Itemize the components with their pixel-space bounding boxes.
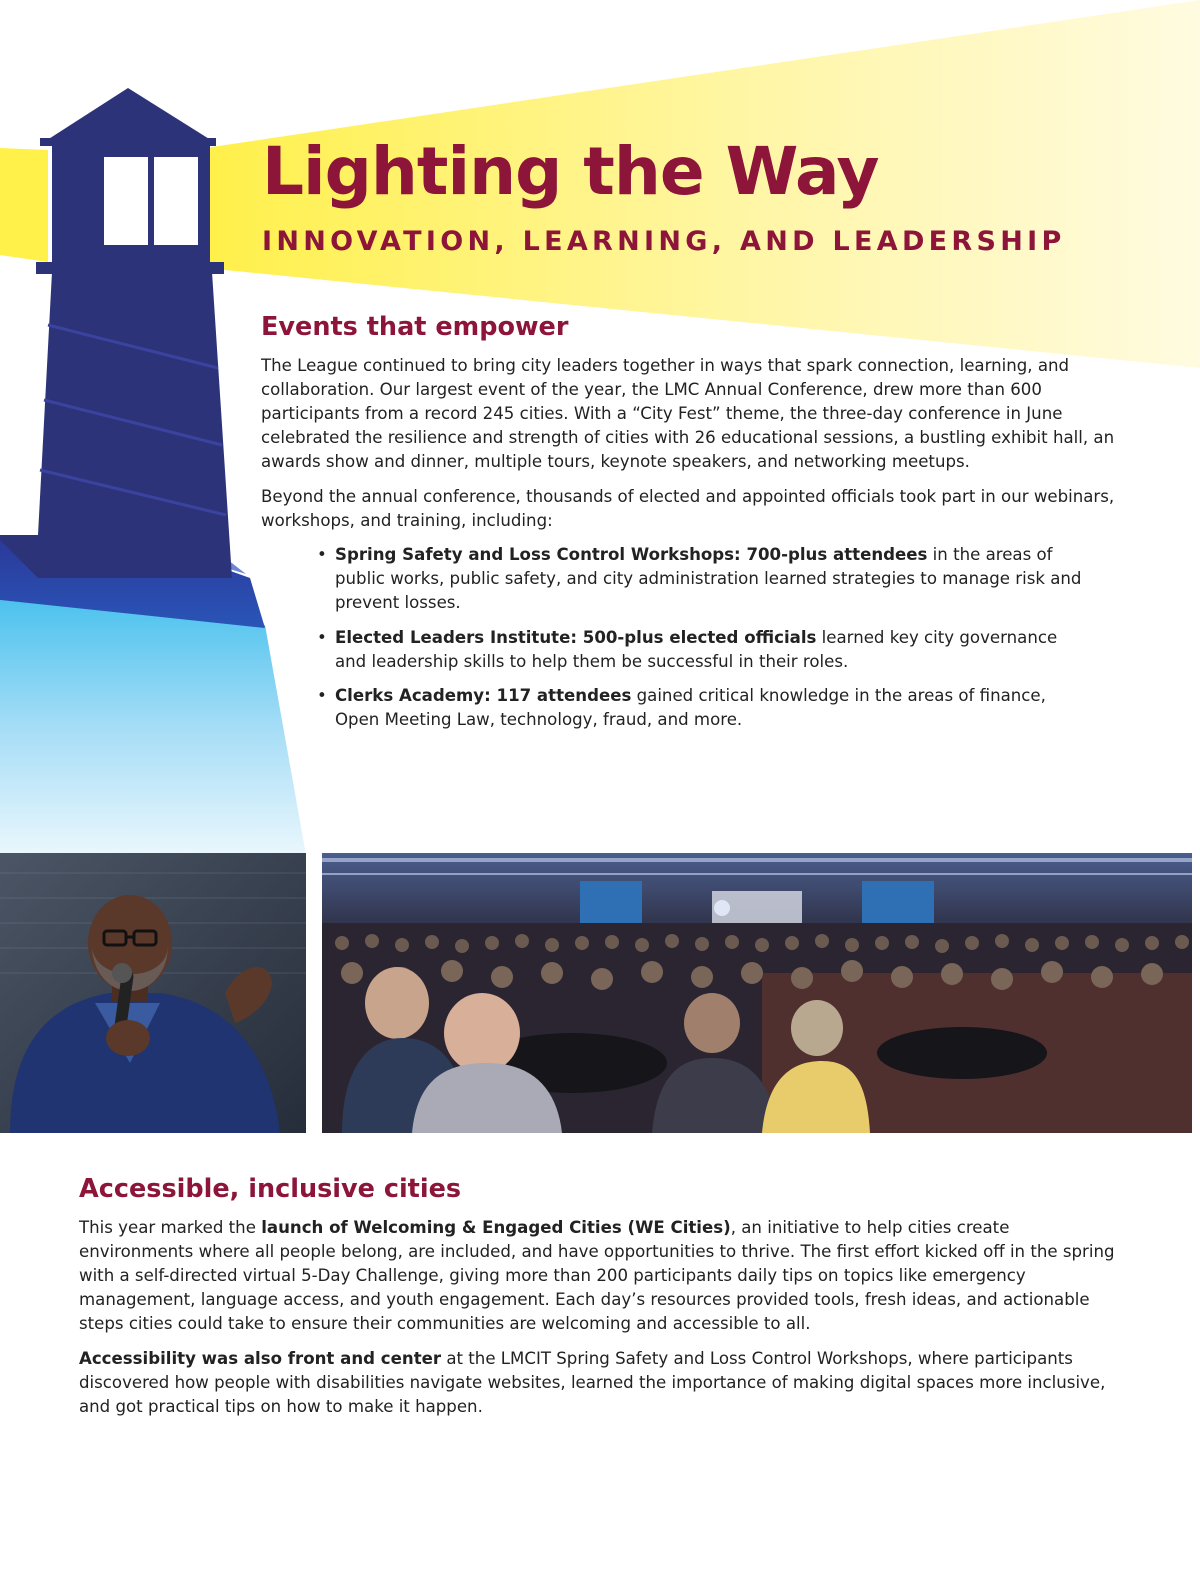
light-beam-left [0, 148, 48, 262]
page-subtitle: INNOVATION, LEARNING, AND LEADERSHIP [262, 226, 1066, 257]
lighthouse-gallery [36, 262, 224, 274]
bullet-text: in the areas of public works, public safety, and city administration learned strategies to manage risk and prevent losses. [335, 545, 1082, 613]
speaker-photo [0, 853, 306, 1133]
lantern-window-right [154, 157, 198, 245]
events-bullet-list [261, 543, 1131, 732]
events-section [261, 312, 1131, 742]
bullet-dot-icon: • [317, 686, 327, 706]
list-item [317, 626, 1131, 674]
accessible-section [79, 1174, 1119, 1429]
text-run: at the LMCIT Spring Safety and Loss Control Workshops, where participants discovered how people with disabilities navigate websites, learned the importance of making digital spaces more inclusive, and got practical tips on how to make it happen. [79, 1348, 1106, 1417]
text-run: , an initiative to help cities create environments where all people belong, are included, and have opportunities to thrive. The first effort kicked off in the spring with a self-directed virtual 5-Day Challenge, giving more than 200 participants daily tips on topics like emergency management, language access, and youth engagement. Each day’s resources provided tools, fresh ideas, and actionable steps cities could take to ensure their communities are welcoming and accessible to all. [79, 1217, 1115, 1334]
bullet-bold: Clerks Academy: 117 attendees [335, 686, 632, 706]
text-bold: Accessibility was also front and center [79, 1348, 442, 1368]
lighthouse-tower [0, 272, 232, 578]
text-run: This year marked the [79, 1217, 262, 1237]
page-title: Lighting the Way [262, 133, 879, 210]
accessible-paragraph-1 [79, 1216, 1119, 1337]
bullet-dot-icon: • [317, 545, 327, 565]
bullet-bold: Spring Safety and Loss Control Workshops: 700-plus attendees [335, 545, 928, 565]
bullet-dot-icon: • [317, 627, 327, 647]
events-paragraph-2: Beyond the annual conference, thousands of elected and appointed officials took part in our webinars, workshops, and training, including: [261, 486, 1115, 530]
text-bold: launch of Welcoming & Engaged Cities (WE Cities) [261, 1217, 731, 1237]
accessible-paragraph-2 [79, 1347, 1119, 1420]
accessible-heading: Accessible, inclusive cities [79, 1174, 462, 1204]
lighthouse-roof [44, 88, 214, 142]
lantern-window-left [104, 157, 148, 245]
list-item [317, 684, 1131, 732]
list-item [317, 543, 1131, 616]
bullet-text: gained critical knowledge in the areas of finance, Open Meeting Law, technology, fraud, and more. [335, 686, 1046, 730]
events-heading: Events that empower [261, 312, 569, 342]
events-paragraph-1: The League continued to bring city leaders together in ways that spark connection, learning, and collaboration. Our largest event of the year, the LMC Annual Conference, drew more than 600 participants from a record 245 cities. With a “City Fest” theme, the three-day conference in June celebrated the resilience and strength of cities with 26 educational sessions, a bustling exhibit hall, an awards show and dinner, multiple tours, keynote speakers, and networking meetups. [261, 355, 1115, 472]
conference-audience-photo [322, 853, 1192, 1133]
bullet-text: learned key city governance and leadership skills to help them be successful in their roles. [335, 627, 1058, 671]
bullet-bold: Elected Leaders Institute: 500-plus elected officials [335, 627, 817, 647]
